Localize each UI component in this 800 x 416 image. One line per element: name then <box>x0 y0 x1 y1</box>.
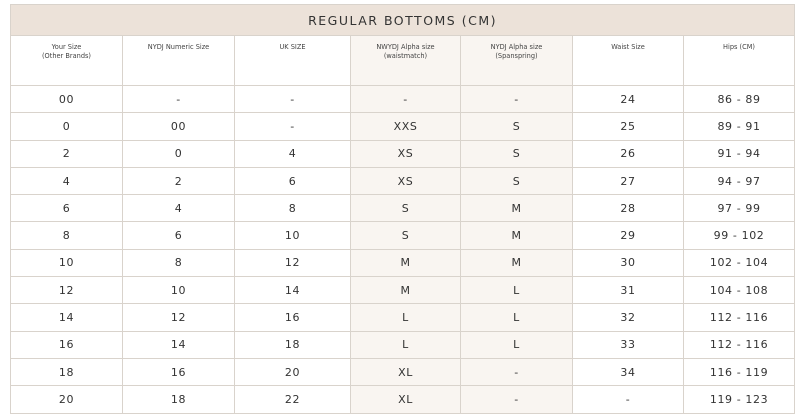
table-cell: 18 <box>235 331 351 358</box>
table-cell: 25 <box>573 113 684 140</box>
column-header-label: Waist Size <box>611 43 645 51</box>
table-cell: 8 <box>11 222 123 249</box>
table-cell: 6 <box>235 167 351 194</box>
table-row <box>11 277 795 304</box>
table-cell: M <box>461 195 573 222</box>
table-cell: 20 <box>11 386 123 413</box>
table-cell: 94 - 97 <box>684 167 795 194</box>
table-cell: L <box>461 331 573 358</box>
table-cell: 99 - 102 <box>684 222 795 249</box>
table-cell: 8 <box>235 195 351 222</box>
table-cell: 26 <box>573 140 684 167</box>
table-cell: XXS <box>351 113 461 140</box>
table-cell: 31 <box>573 277 684 304</box>
column-header-row <box>11 36 795 86</box>
table-cell: M <box>461 249 573 276</box>
table-row <box>11 304 795 331</box>
table-cell: 10 <box>11 249 123 276</box>
column-header-label: NYDJ Numeric Size <box>147 43 210 51</box>
table-cell: 34 <box>573 358 684 385</box>
size-table <box>10 4 795 414</box>
table-cell: 89 - 91 <box>684 113 795 140</box>
table-cell: 00 <box>11 86 123 113</box>
table-title: REGULAR BOTTOMS (CM) <box>11 5 795 36</box>
table-cell: 8 <box>123 249 235 276</box>
table-cell: 104 - 108 <box>684 277 795 304</box>
table-cell: 14 <box>235 277 351 304</box>
table-cell: - <box>123 86 235 113</box>
column-header <box>235 36 351 86</box>
table-cell: XS <box>351 140 461 167</box>
column-header <box>461 36 573 86</box>
table-cell: 18 <box>11 358 123 385</box>
table-cell: 16 <box>123 358 235 385</box>
table-cell: 116 - 119 <box>684 358 795 385</box>
table-cell: 102 - 104 <box>684 249 795 276</box>
table-cell: S <box>351 222 461 249</box>
table-cell: 4 <box>235 140 351 167</box>
table-cell: S <box>351 195 461 222</box>
table-cell: L <box>351 331 461 358</box>
table-cell: 12 <box>11 277 123 304</box>
table-row <box>11 167 795 194</box>
table-cell: S <box>461 140 573 167</box>
table-cell: 97 - 99 <box>684 195 795 222</box>
table-row <box>11 331 795 358</box>
table-row <box>11 140 795 167</box>
table-cell: 2 <box>11 140 123 167</box>
table-cell: - <box>461 86 573 113</box>
table-cell: XL <box>351 358 461 385</box>
table-cell: 10 <box>123 277 235 304</box>
table-cell: 12 <box>123 304 235 331</box>
table-cell: 6 <box>123 222 235 249</box>
size-chart <box>10 4 794 414</box>
table-row <box>11 222 795 249</box>
table-cell: XS <box>351 167 461 194</box>
column-header-label: UK SIZE <box>279 43 306 51</box>
table-cell: 10 <box>235 222 351 249</box>
table-cell: 12 <box>235 249 351 276</box>
table-cell: 28 <box>573 195 684 222</box>
table-row <box>11 249 795 276</box>
table-row <box>11 86 795 113</box>
column-header <box>684 36 795 86</box>
column-header <box>11 36 123 86</box>
column-header-label: NYDJ Alpha size <box>490 43 543 51</box>
table-cell: 16 <box>11 331 123 358</box>
table-row <box>11 195 795 222</box>
table-cell: - <box>235 86 351 113</box>
table-cell: 0 <box>11 113 123 140</box>
table-cell: 30 <box>573 249 684 276</box>
table-cell: 20 <box>235 358 351 385</box>
column-header <box>351 36 461 86</box>
column-header-sublabel: (waistmatch) <box>383 52 428 60</box>
table-cell: 2 <box>123 167 235 194</box>
table-cell: 119 - 123 <box>684 386 795 413</box>
table-cell: M <box>351 249 461 276</box>
column-header-label: Hips (CM) <box>723 43 755 51</box>
table-cell: 33 <box>573 331 684 358</box>
table-cell: - <box>461 358 573 385</box>
table-cell: 14 <box>123 331 235 358</box>
table-cell: S <box>461 113 573 140</box>
table-cell: 00 <box>123 113 235 140</box>
table-row <box>11 113 795 140</box>
table-cell: 29 <box>573 222 684 249</box>
table-cell: L <box>351 304 461 331</box>
table-cell: 0 <box>123 140 235 167</box>
table-cell: 18 <box>123 386 235 413</box>
column-header-label: NWYDJ Alpha size <box>376 43 435 51</box>
column-header-label: Your Size <box>51 43 82 51</box>
table-cell: 16 <box>235 304 351 331</box>
column-header <box>123 36 235 86</box>
table-cell: XL <box>351 386 461 413</box>
column-header-sublabel: (Other Brands) <box>41 52 92 60</box>
table-cell: 6 <box>11 195 123 222</box>
column-header-sublabel: (Spanspring) <box>495 52 538 60</box>
table-cell: 22 <box>235 386 351 413</box>
table-body <box>11 86 795 414</box>
table-row <box>11 358 795 385</box>
table-cell: - <box>235 113 351 140</box>
table-cell: 112 - 116 <box>684 304 795 331</box>
table-cell: 4 <box>11 167 123 194</box>
table-cell: - <box>573 386 684 413</box>
table-cell: 112 - 116 <box>684 331 795 358</box>
table-cell: 91 - 94 <box>684 140 795 167</box>
column-header <box>573 36 684 86</box>
table-cell: 32 <box>573 304 684 331</box>
table-cell: - <box>351 86 461 113</box>
table-cell: M <box>461 222 573 249</box>
table-cell: - <box>461 386 573 413</box>
table-cell: 14 <box>11 304 123 331</box>
table-row <box>11 386 795 413</box>
table-cell: S <box>461 167 573 194</box>
table-cell: 86 - 89 <box>684 86 795 113</box>
table-cell: 24 <box>573 86 684 113</box>
table-cell: 27 <box>573 167 684 194</box>
table-cell: L <box>461 277 573 304</box>
table-cell: M <box>351 277 461 304</box>
table-cell: 4 <box>123 195 235 222</box>
table-cell: L <box>461 304 573 331</box>
